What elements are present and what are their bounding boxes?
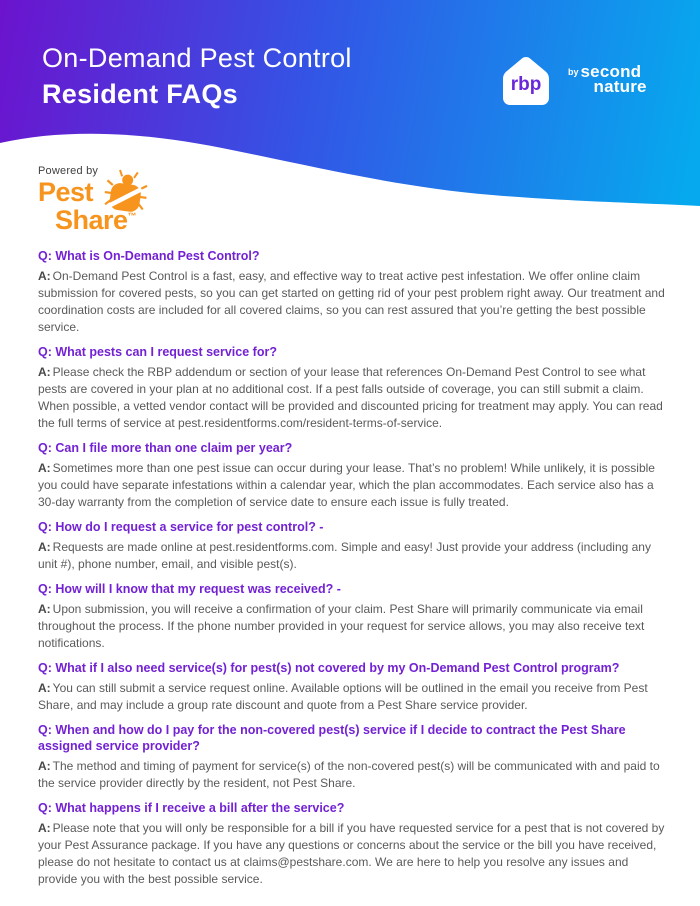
faq-answer — [38, 539, 666, 573]
faq-answer — [38, 460, 666, 511]
answer-text: You can still submit a service request online. Available options will be outlined in the email you receive from Pest Share, and may include a group rate discount and quote from a Pest Share service provider. — [38, 681, 648, 712]
brand-word-second: second — [580, 62, 642, 81]
answer-text: Please check the RBP addendum or section of your lease that references On-Demand Pest Control to see what pests are covered in your plan at no additional cost. If a pest falls outside of coverage, you can still submit a claim. When possible, a vetted vendor contact will be provided and discounted pricing for treatment may apply. You can read the full terms of service at pest.residentforms.com/resident-terms-of-service. — [38, 365, 663, 430]
answer-prefix: A: — [38, 681, 51, 695]
faq-answer — [38, 364, 666, 432]
pestshare-logo — [38, 165, 188, 240]
faq-question: Q: Can I file more than one claim per year? — [38, 441, 293, 455]
faq-list — [38, 248, 666, 896]
rbp-house-icon — [494, 50, 558, 114]
faq-item — [38, 581, 666, 652]
faq-answer — [38, 601, 666, 652]
second-nature-wordmark — [568, 50, 647, 94]
faq-answer — [38, 820, 666, 888]
trademark-symbol: ™ — [127, 211, 137, 221]
powered-by-label: Powered by — [38, 165, 99, 177]
faq-item — [38, 800, 666, 888]
brand-word-nature: nature — [593, 77, 647, 96]
answer-prefix: A: — [38, 759, 51, 773]
answer-prefix: A: — [38, 821, 51, 835]
faq-item — [38, 248, 666, 336]
answer-text: Requests are made online at pest.residentforms.com. Simple and easy! Just provide your address (including any unit #), phone number, email, and visible pest(s). — [38, 540, 651, 571]
faq-item — [38, 519, 666, 573]
page-title-block — [42, 40, 352, 112]
faq-answer — [38, 680, 666, 714]
rbp-logo-text: rbp — [510, 74, 542, 95]
faq-item — [38, 722, 666, 792]
faq-question: Q: What happens if I receive a bill after the service? — [38, 801, 345, 815]
page-subtitle: Resident FAQs — [42, 79, 238, 109]
pest-wordmark: Pest — [38, 177, 94, 207]
faq-question: Q: How do I request a service for pest control? - — [38, 520, 324, 534]
faq-question: Q: When and how do I pay for the non-covered pest(s) service if I decide to contract the Pest Share assigned service provider? — [38, 723, 626, 753]
answer-prefix: A: — [38, 540, 51, 554]
faq-item — [38, 344, 666, 432]
answer-text: The method and timing of payment for service(s) of the non-covered pest(s) will be communicated with and paid to the service provider directly by the resident, not Pest Share. — [38, 759, 660, 790]
answer-text: On-Demand Pest Control is a fast, easy, and effective way to treat active pest infestation. We offer online claim submission for covered pests, so you can get started on getting rid of your pest problem right away. Our treatment and coordination costs are included for all covered claims, so you can rest assured that you’re getting the best possible service. — [38, 269, 665, 334]
faq-question: Q: What if I also need service(s) for pest(s) not covered by my On-Demand Pest Control program? — [38, 661, 620, 675]
answer-text: Upon submission, you will receive a confirmation of your claim. Pest Share will primarily communicate via email throughout the process. If the phone number provided in your request for service allows, you may also receive text notifications. — [38, 602, 645, 650]
answer-prefix: A: — [38, 365, 51, 379]
faq-question: Q: What pests can I request service for? — [38, 345, 277, 359]
faq-answer — [38, 758, 666, 792]
answer-text: Please note that you will only be responsible for a bill if you have requested service for a pest that is not covered by your Pest Assurance package. If you have any questions or concerns about the service or the bill you have received, please do not hesitate to contact us at claims@pestshare.com. We are here to help you resolve any issues and provide you with the best possible service. — [38, 821, 665, 886]
page-title: On-Demand Pest Control — [42, 43, 352, 73]
answer-text: Sometimes more than one pest issue can occur during your lease. That’s no problem! While unlikely, it is possible you could have separate infestations within a calendar year, which the plan accommodates. Each service also has a 30-day warranty from the completion of service date to ensure each issue is fully treated. — [38, 461, 655, 509]
faq-item — [38, 440, 666, 511]
answer-prefix: A: — [38, 602, 51, 616]
answer-prefix: A: — [38, 461, 51, 475]
answer-prefix: A: — [38, 269, 51, 283]
faq-question: Q: What is On-Demand Pest Control? — [38, 249, 260, 263]
by-label: by — [568, 67, 579, 77]
faq-question: Q: How will I know that my request was received? - — [38, 582, 341, 596]
faq-item — [38, 660, 666, 714]
share-wordmark — [55, 205, 136, 236]
rbp-second-nature-logo — [494, 50, 647, 114]
faq-answer — [38, 268, 666, 336]
share-text: Share — [55, 205, 128, 235]
